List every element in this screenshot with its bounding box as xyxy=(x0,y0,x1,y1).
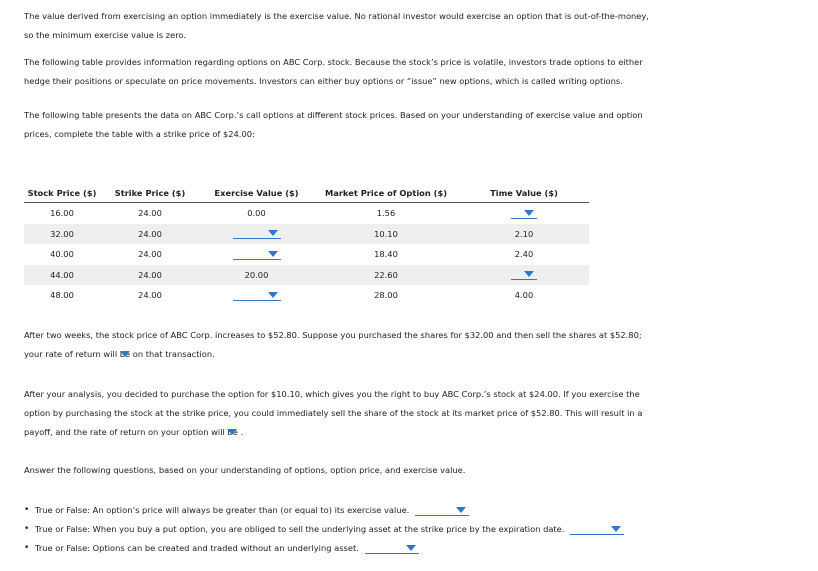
chevron-down-icon xyxy=(268,230,278,236)
table-row xyxy=(24,244,589,265)
table-row xyxy=(24,224,589,245)
list-item: • True or False: When you buy a put option, you are obliged to sell the underlying asset at the strike price by the expiration date. xyxy=(24,520,814,539)
question-3-dropdown[interactable] xyxy=(365,543,419,554)
table-instructions-paragraph: The following table presents the data on ABC Corp.’s call options at different stock prices. Based on your understanding of exercise value and option prices, complete the table with a strike price of $24.00: xyxy=(24,110,643,139)
stock-price-cell: 32.00 xyxy=(50,228,74,239)
table-row xyxy=(24,285,589,306)
exercise-value-dropdown-row5[interactable] xyxy=(233,290,281,301)
market-price-cell: 22.60 xyxy=(374,269,398,280)
header-time-value: Time Value ($) xyxy=(490,188,558,198)
intro-paragraph: The value derived from exercising an option immediately is the exercise value. No rational investor would exercise an option that is out-of-the-money, so the minimum exercise value is zero. xyxy=(24,11,649,40)
strike-price-cell: 24.00 xyxy=(138,269,162,280)
header-strike-price: Strike Price ($) xyxy=(114,188,186,198)
market-price-cell: 18.40 xyxy=(374,249,398,260)
exercise-value-cell: 0.00 xyxy=(247,208,266,219)
table-header-row xyxy=(24,184,589,203)
bullet-icon: • xyxy=(24,505,30,515)
header-market-price: Market Price of Option ($) xyxy=(324,188,448,198)
time-value-cell xyxy=(459,208,589,219)
market-price-cell: 1.56 xyxy=(376,208,396,219)
time-value-dropdown-row4[interactable] xyxy=(511,269,537,280)
chevron-down-icon xyxy=(406,545,416,551)
chevron-down-icon xyxy=(268,251,278,257)
chevron-down-icon xyxy=(524,210,534,216)
chevron-down-icon xyxy=(456,507,466,513)
header-exercise-value: Exercise Value ($) xyxy=(214,188,299,198)
strike-price-cell: 24.00 xyxy=(138,228,162,239)
exercise-value-cell xyxy=(200,290,313,301)
rate-of-return-paragraph: After two weeks, the stock price of ABC Corp. increases to $52.80. Suppose you purchased the shares for $32.00 and then sell the shares at $52.80; your rate of return will be on that transaction. xyxy=(24,330,642,359)
call-options-table xyxy=(24,184,589,306)
market-price-cell: 28.00 xyxy=(374,290,398,301)
options-info-paragraph: The following table provides information regarding options on ABC Corp. stock. Because the stock’s price is volatile, investors trade options to either hedge their positions or speculate on price movements. Investors can either buy options or “issue” new options, which is called writing options. xyxy=(24,57,643,86)
stock-price-cell: 48.00 xyxy=(50,290,74,301)
question-1-dropdown[interactable] xyxy=(415,505,469,516)
time-value-cell: 4.00 xyxy=(514,290,534,301)
chevron-down-icon xyxy=(268,292,278,298)
exercise-value-cell xyxy=(200,249,313,260)
stock-price-cell: 44.00 xyxy=(50,269,74,280)
table-row xyxy=(24,203,589,224)
exercise-value-dropdown-row3[interactable] xyxy=(233,249,281,260)
stock-price-cell: 40.00 xyxy=(50,249,74,260)
time-value-cell xyxy=(459,269,589,280)
header-stock-price: Stock Price ($) xyxy=(27,188,97,198)
strike-price-cell: 24.00 xyxy=(138,290,162,301)
chevron-down-icon xyxy=(227,429,237,435)
stock-price-cell: 16.00 xyxy=(50,208,74,219)
exercise-value-cell: 20.00 xyxy=(244,269,269,280)
strike-price-cell: 24.00 xyxy=(138,208,162,219)
list-item: • True or False: Options can be created and traded without an underlying asset. xyxy=(24,539,814,558)
bullet-icon: • xyxy=(24,543,30,553)
time-value-cell: 2.40 xyxy=(514,249,534,260)
option-purchase-paragraph: After your analysis, you decided to purchase the option for $10.10, which gives you the right to buy ABC Corp.’s stock at $24.00. If you exercise the option by purchasing the stock at the strike price, you could immediately sell the share of the stock at its market price of $52.80. This will result in a payoff, and the rate of return on your option will be . xyxy=(24,389,643,437)
true-false-list xyxy=(24,501,814,558)
questions-intro: Answer the following questions, based on your understanding of options, option price, and exercise value. xyxy=(24,465,466,475)
market-price-cell: 10.10 xyxy=(374,228,398,239)
table-row xyxy=(24,265,589,286)
exercise-value-cell xyxy=(200,228,313,239)
time-value-cell: 2.10 xyxy=(514,228,534,239)
exercise-value-dropdown-row2[interactable] xyxy=(233,228,281,239)
question-2-dropdown[interactable] xyxy=(570,524,624,535)
chevron-down-icon xyxy=(120,351,130,357)
chevron-down-icon xyxy=(524,271,534,277)
chevron-down-icon xyxy=(611,526,621,532)
list-item: • True or False: An option’s price will always be greater than (or equal to) its exercise value. xyxy=(24,501,814,520)
bullet-icon: • xyxy=(24,524,30,534)
strike-price-cell: 24.00 xyxy=(138,249,162,260)
time-value-dropdown-row1[interactable] xyxy=(511,208,537,219)
